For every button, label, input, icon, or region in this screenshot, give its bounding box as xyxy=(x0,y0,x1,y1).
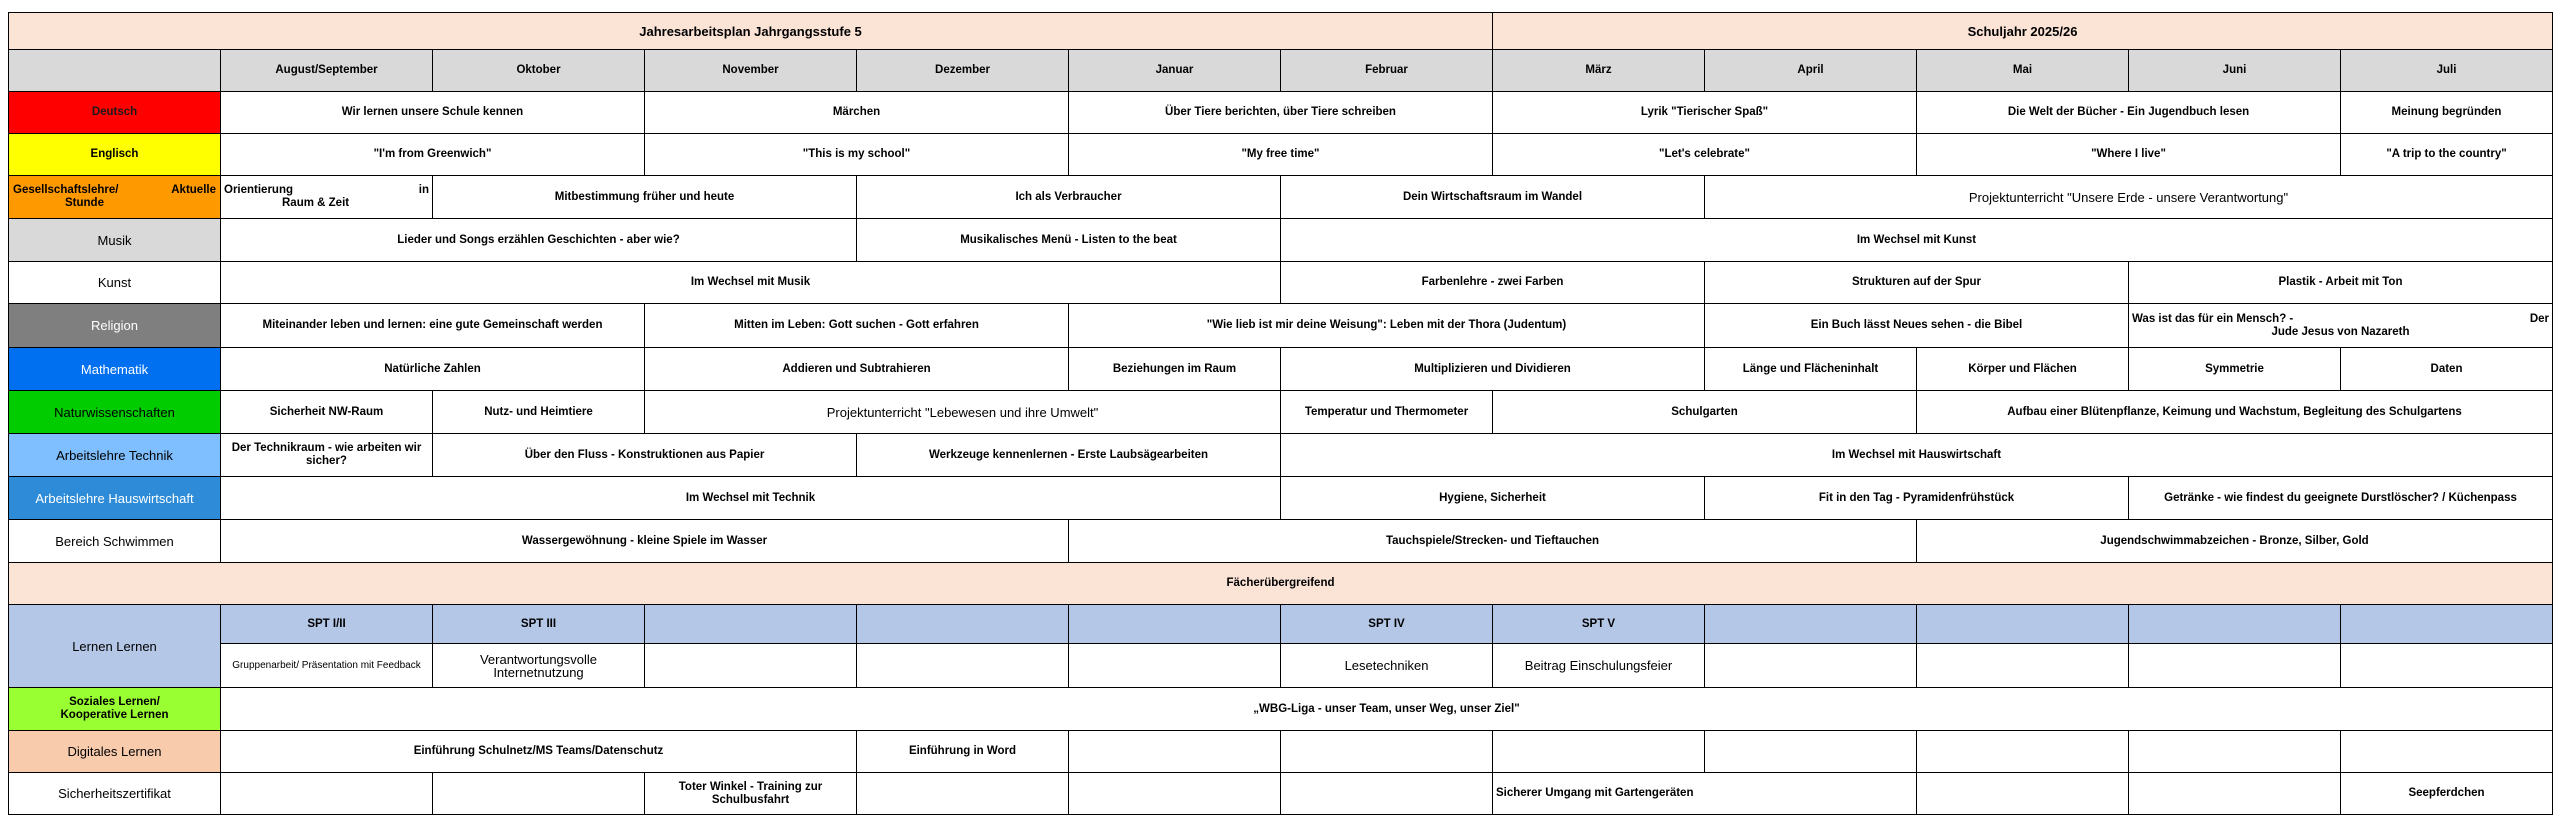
topic: Projektunterricht "Unsere Erde - unsere Verantwortung" xyxy=(1705,176,2553,219)
month-may: Mai xyxy=(1917,50,2129,92)
corner-cell xyxy=(9,50,221,92)
empty-cell xyxy=(1705,644,1917,688)
topic: Musikalisches Menü - Listen to the beat xyxy=(857,219,1281,262)
topic: Multiplizieren und Dividieren xyxy=(1281,348,1705,391)
month-jul: Juli xyxy=(2341,50,2553,92)
topic: Lyrik "Tierischer Spaß" xyxy=(1493,92,1917,134)
spt-empty xyxy=(1917,605,2129,644)
subject-schwimmen: Bereich Schwimmen xyxy=(9,520,221,563)
spt-label: SPT III xyxy=(433,605,645,644)
month-apr: April xyxy=(1705,50,1917,92)
subject-label: Gesellschaftslehre/ xyxy=(13,184,119,196)
topic: Nutz- und Heimtiere xyxy=(433,391,645,434)
topic: "This is my school" xyxy=(645,134,1069,176)
subject-label: Soziales Lernen/ xyxy=(69,696,160,708)
topic: Ein Buch lässt Neues sehen - die Bibel xyxy=(1705,304,2129,348)
month-feb: Februar xyxy=(1281,50,1493,92)
empty-cell xyxy=(221,773,433,815)
topic: Gruppenarbeit/ Präsentation mit Feedback xyxy=(221,644,433,688)
plan-title: Jahresarbeitsplan Jahrgangsstufe 5 xyxy=(9,13,1493,50)
spt-empty xyxy=(857,605,1069,644)
month-mar: März xyxy=(1493,50,1705,92)
topic: Verantwortungsvolle Internetnutzung xyxy=(433,644,645,688)
topic: Plastik - Arbeit mit Ton xyxy=(2129,262,2553,304)
month-jun: Juni xyxy=(2129,50,2341,92)
empty-cell xyxy=(645,644,857,688)
month-row xyxy=(9,50,2553,92)
topic: Einführung in Word xyxy=(857,731,1069,773)
topic: "I'm from Greenwich" xyxy=(221,134,645,176)
topic: Seepferdchen xyxy=(2341,773,2553,815)
row-musik xyxy=(9,219,2553,262)
topic: Hygiene, Sicherheit xyxy=(1281,477,1705,520)
topic: Schulgarten xyxy=(1493,391,1917,434)
empty-cell xyxy=(1069,773,1281,815)
row-technik xyxy=(9,434,2553,477)
month-nov: November xyxy=(645,50,857,92)
row-digital xyxy=(9,731,2553,773)
spt-label: SPT V xyxy=(1493,605,1705,644)
topic: Im Wechsel mit Hauswirtschaft xyxy=(1281,434,2553,477)
subject-mathematik: Mathematik xyxy=(9,348,221,391)
topic: in xyxy=(418,184,429,196)
month-oct: Oktober xyxy=(433,50,645,92)
topic: Aufbau einer Blütenpflanze, Keimung und Wachstum, Begleitung des Schulgartens xyxy=(1917,391,2553,434)
topic: „WBG-Liga - unser Team, unser Weg, unser Ziel" xyxy=(221,688,2553,731)
empty-cell xyxy=(1917,773,2129,815)
topic-jesus xyxy=(2129,304,2553,348)
topic: "Wie lieb ist mir deine Weisung": Leben mit der Thora (Judentum) xyxy=(1069,304,1705,348)
empty-cell xyxy=(1069,731,1281,773)
topic: "My free time" xyxy=(1069,134,1493,176)
topic: Körper und Flächen xyxy=(1917,348,2129,391)
empty-cell xyxy=(1917,731,2129,773)
topic: Im Wechsel mit Technik xyxy=(221,477,1281,520)
topic: Natürliche Zahlen xyxy=(221,348,645,391)
year-plan-table xyxy=(8,12,2553,815)
subject-naturwissenschaften: Naturwissenschaften xyxy=(9,391,221,434)
spt-label: SPT I/II xyxy=(221,605,433,644)
row-naturwissenschaften xyxy=(9,391,2553,434)
topic: Raum & Zeit xyxy=(282,197,350,209)
topic: Jude Jesus von Nazareth xyxy=(2271,325,2410,338)
topic: Addieren und Subtrahieren xyxy=(645,348,1069,391)
topic: Miteinander leben und lernen: eine gute Gemeinschaft werden xyxy=(221,304,645,348)
row-gesellschaft xyxy=(9,176,2553,219)
subject-label: Kooperative Lernen xyxy=(60,709,169,721)
empty-cell xyxy=(1705,731,1917,773)
topic: Wassergewöhnung - kleine Spiele im Wasser xyxy=(221,520,1069,563)
topic: Meinung begründen xyxy=(2341,92,2553,134)
subject-digital: Digitales Lernen xyxy=(9,731,221,773)
spt-empty xyxy=(1069,605,1281,644)
topic: Wir lernen unsere Schule kennen xyxy=(221,92,645,134)
header-row xyxy=(9,13,2553,50)
topic: Orientierung xyxy=(224,184,294,196)
row-cross xyxy=(9,563,2553,605)
topic: Über Tiere berichten, über Tiere schreiben xyxy=(1069,92,1493,134)
empty-cell xyxy=(1917,644,2129,688)
subject-label: Aktuelle xyxy=(171,184,216,196)
topic: Dein Wirtschaftsraum im Wandel xyxy=(1281,176,1705,219)
empty-cell xyxy=(1281,731,1493,773)
empty-cell xyxy=(857,644,1069,688)
topic: Temperatur und Thermometer xyxy=(1281,391,1493,434)
spt-empty xyxy=(2129,605,2341,644)
topic: Farbenlehre - zwei Farben xyxy=(1281,262,1705,304)
subject-kunst: Kunst xyxy=(9,262,221,304)
empty-cell xyxy=(2341,644,2553,688)
empty-cell xyxy=(2129,773,2341,815)
row-hauswirtschaft xyxy=(9,477,2553,520)
topic: "Where I live" xyxy=(1917,134,2341,176)
spt-empty xyxy=(645,605,857,644)
topic: Lieder und Songs erzählen Geschichten - aber wie? xyxy=(221,219,857,262)
topic: Symmetrie xyxy=(2129,348,2341,391)
row-mathematik xyxy=(9,348,2553,391)
empty-cell xyxy=(857,773,1069,815)
empty-cell xyxy=(1069,644,1281,688)
month-jan: Januar xyxy=(1069,50,1281,92)
topic: Daten xyxy=(2341,348,2553,391)
topic-orientierung xyxy=(221,176,433,219)
month-dec: Dezember xyxy=(857,50,1069,92)
subject-lernen: Lernen Lernen xyxy=(9,605,221,688)
row-schwimmen xyxy=(9,520,2553,563)
topic: Mitbestimmung früher und heute xyxy=(433,176,857,219)
topic: Projektunterricht "Lebewesen und ihre Umwelt" xyxy=(645,391,1281,434)
empty-cell xyxy=(2129,644,2341,688)
row-sicherheit xyxy=(9,773,2553,815)
subject-religion: Religion xyxy=(9,304,221,348)
school-year: Schuljahr 2025/26 xyxy=(1493,13,2553,50)
topic: Im Wechsel mit Kunst xyxy=(1281,219,2553,262)
topic: Märchen xyxy=(645,92,1069,134)
month-aug-sep: August/September xyxy=(221,50,433,92)
topic: Toter Winkel - Training zur Schulbusfahrt xyxy=(645,773,857,815)
topic: "Let's celebrate" xyxy=(1493,134,1917,176)
topic: Tauchspiele/Strecken- und Tieftauchen xyxy=(1069,520,1917,563)
row-kunst xyxy=(9,262,2553,304)
topic: Mitten im Leben: Gott suchen - Gott erfahren xyxy=(645,304,1069,348)
row-lernen-items xyxy=(9,644,2553,688)
topic: Ich als Verbraucher xyxy=(857,176,1281,219)
subject-hauswirtschaft: Arbeitslehre Hauswirtschaft xyxy=(9,477,221,520)
row-englisch xyxy=(9,134,2553,176)
topic: Getränke - wie findest du geeignete Durstlöscher? / Küchenpass xyxy=(2129,477,2553,520)
subject-gesellschaft xyxy=(9,176,221,219)
row-religion xyxy=(9,304,2553,348)
topic: Länge und Flächeninhalt xyxy=(1705,348,1917,391)
topic: Im Wechsel mit Musik xyxy=(221,262,1281,304)
spt-label: SPT IV xyxy=(1281,605,1493,644)
subject-technik: Arbeitslehre Technik xyxy=(9,434,221,477)
empty-cell xyxy=(1281,773,1493,815)
cross-subject-header: Fächerübergreifend xyxy=(9,563,2553,605)
subject-sicherheit: Sicherheitszertifikat xyxy=(9,773,221,815)
empty-cell xyxy=(1493,731,1705,773)
spt-empty xyxy=(2341,605,2553,644)
subject-deutsch: Deutsch xyxy=(9,92,221,134)
topic: Über den Fluss - Konstruktionen aus Papier xyxy=(433,434,857,477)
row-lernen-spt xyxy=(9,605,2553,644)
topic: Sicherheit NW-Raum xyxy=(221,391,433,434)
empty-cell xyxy=(433,773,645,815)
topic: Jugendschwimmabzeichen - Bronze, Silber, Gold xyxy=(1917,520,2553,563)
subject-englisch: Englisch xyxy=(9,134,221,176)
topic: Beitrag Einschulungsfeier xyxy=(1493,644,1705,688)
topic: Strukturen auf der Spur xyxy=(1705,262,2129,304)
topic: Sicherer Umgang mit Gartengeräten xyxy=(1493,773,1917,815)
topic: Die Welt der Bücher - Ein Jugendbuch lesen xyxy=(1917,92,2341,134)
row-sozial xyxy=(9,688,2553,731)
spt-empty xyxy=(1705,605,1917,644)
topic: Fit in den Tag - Pyramidenfrühstück xyxy=(1705,477,2129,520)
subject-musik: Musik xyxy=(9,219,221,262)
topic: Lesetechniken xyxy=(1281,644,1493,688)
topic: Der xyxy=(2529,312,2549,325)
subject-sozial xyxy=(9,688,221,731)
empty-cell xyxy=(2129,731,2341,773)
topic: "A trip to the country" xyxy=(2341,134,2553,176)
topic: Was ist das für ein Mensch? - xyxy=(2132,312,2294,325)
empty-cell xyxy=(2341,731,2553,773)
topic: Einführung Schulnetz/MS Teams/Datenschutz xyxy=(221,731,857,773)
subject-label: Stunde xyxy=(65,197,104,209)
row-deutsch xyxy=(9,92,2553,134)
topic: Beziehungen im Raum xyxy=(1069,348,1281,391)
topic: Der Technikraum - wie arbeiten wir sicher? xyxy=(221,434,433,477)
topic: Werkzeuge kennenlernen - Erste Laubsägearbeiten xyxy=(857,434,1281,477)
